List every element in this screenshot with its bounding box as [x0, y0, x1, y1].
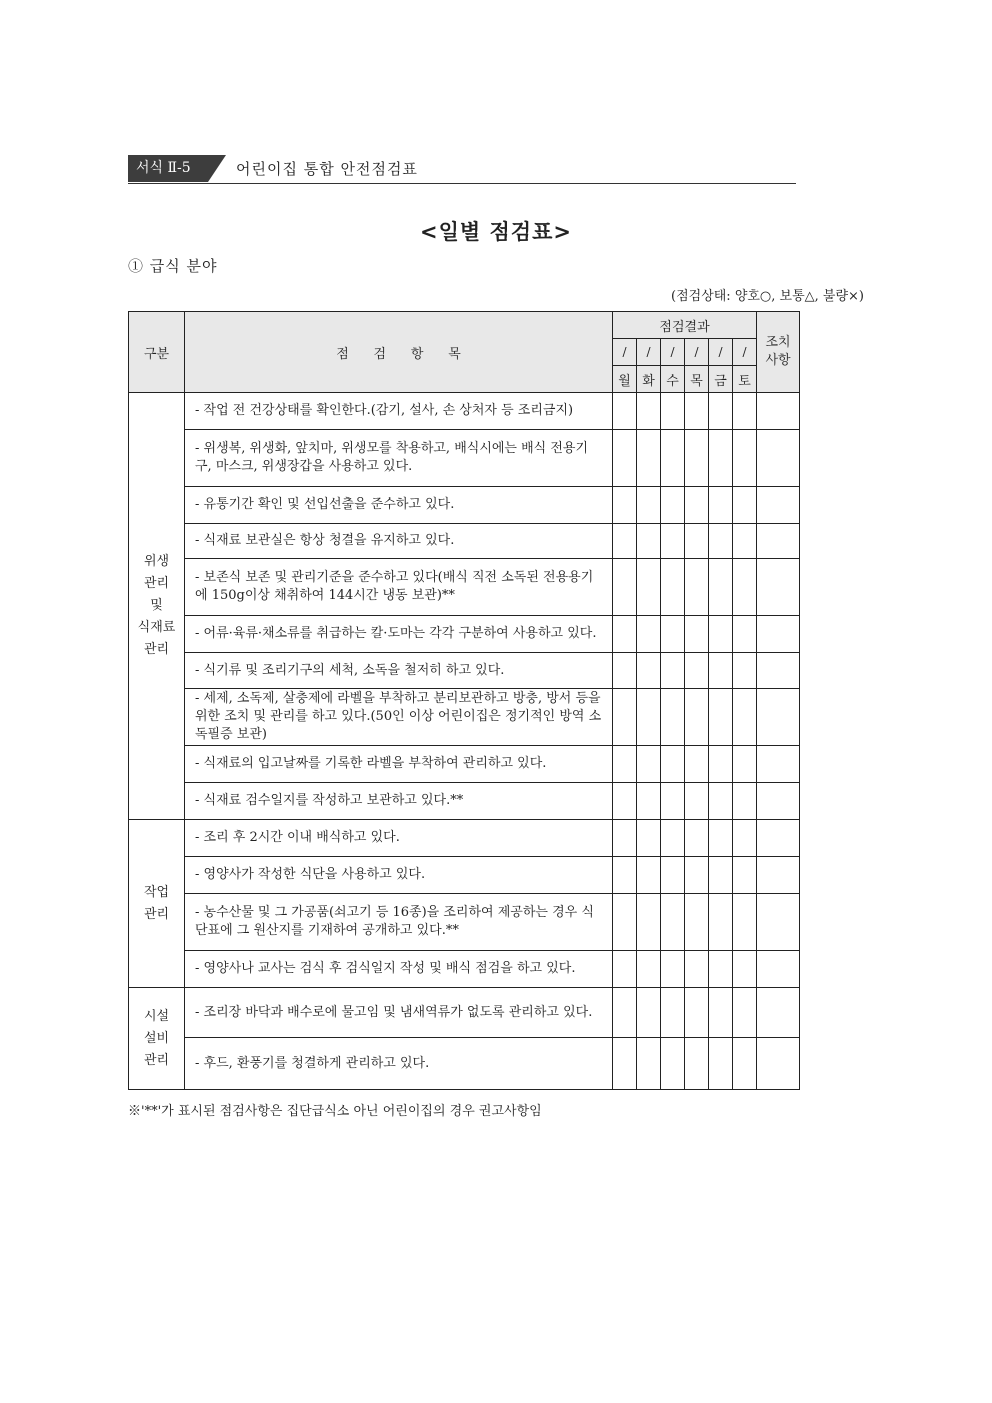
result-cell[interactable]	[733, 857, 757, 894]
result-cell[interactable]	[733, 746, 757, 783]
result-cell[interactable]	[709, 653, 733, 689]
result-cell[interactable]	[709, 487, 733, 524]
result-cell[interactable]	[613, 746, 637, 783]
table-row	[129, 559, 800, 616]
result-cell[interactable]	[709, 951, 733, 988]
result-cell[interactable]	[637, 1038, 661, 1090]
action-cell[interactable]	[757, 783, 800, 820]
result-cell[interactable]	[733, 653, 757, 689]
result-cell[interactable]	[661, 487, 685, 524]
result-cell[interactable]	[733, 988, 757, 1038]
action-cell[interactable]	[757, 820, 800, 857]
result-cell[interactable]	[685, 616, 709, 653]
action-cell[interactable]	[757, 393, 800, 430]
result-cell[interactable]	[637, 894, 661, 951]
result-cell[interactable]	[709, 894, 733, 951]
date-slash: /	[661, 339, 685, 366]
result-cell[interactable]	[685, 746, 709, 783]
result-cell[interactable]	[733, 894, 757, 951]
result-cell[interactable]	[637, 689, 661, 746]
category-hygiene: 위생 관리 및 식재료 관리	[129, 393, 185, 820]
result-cell[interactable]	[637, 783, 661, 820]
table-row	[129, 524, 800, 559]
inspection-table	[128, 311, 800, 1090]
action-cell[interactable]	[757, 524, 800, 559]
result-cell[interactable]	[685, 559, 709, 616]
result-cell[interactable]	[709, 689, 733, 746]
header-action: 조치 사항	[757, 312, 800, 393]
result-cell[interactable]	[685, 393, 709, 430]
result-cell[interactable]	[733, 559, 757, 616]
action-cell[interactable]	[757, 616, 800, 653]
table-row	[129, 988, 800, 1038]
result-cell[interactable]	[613, 783, 637, 820]
check-item: - 식재료 보관실은 항상 청결을 유지하고 있다.	[185, 524, 613, 559]
table-row	[129, 783, 800, 820]
result-cell[interactable]	[613, 430, 637, 487]
result-cell[interactable]	[661, 653, 685, 689]
result-cell[interactable]	[637, 857, 661, 894]
result-cell[interactable]	[685, 783, 709, 820]
check-item: - 식재료의 입고날짜를 기록한 라벨을 부착하여 관리하고 있다.	[185, 746, 613, 783]
check-item: - 영양사가 작성한 식단을 사용하고 있다.	[185, 857, 613, 894]
result-cell[interactable]	[661, 430, 685, 487]
table-row	[129, 951, 800, 988]
action-cell[interactable]	[757, 430, 800, 487]
form-title: 어린이집 통합 안전점검표	[236, 160, 418, 178]
action-cell[interactable]	[757, 951, 800, 988]
document-title: <일별 점검표>	[420, 220, 572, 244]
result-cell[interactable]	[685, 689, 709, 746]
check-item: - 농수산물 및 그 가공품(쇠고기 등 16종)을 조리하여 제공하는 경우 식단표에 그 원산지를 기재하여 공개하고 있다.**	[185, 894, 613, 951]
result-cell[interactable]	[613, 559, 637, 616]
check-item: - 작업 전 건강상태를 확인한다.(감기, 설사, 손 상처자 등 조리금지)	[185, 393, 613, 430]
check-item: - 세제, 소독제, 살충제에 라벨을 부착하고 분리보관하고 방충, 방서 등을 위한 조치 및 관리를 하고 있다.(50인 이상 어린이집은 정기적인 방역 소독필증 보관)	[185, 689, 613, 746]
section-title: ① 급식 분야	[128, 257, 218, 275]
result-cell[interactable]	[685, 820, 709, 857]
result-cell[interactable]	[733, 524, 757, 559]
check-item: - 유통기간 확인 및 선입선출을 준수하고 있다.	[185, 487, 613, 524]
result-cell[interactable]	[637, 524, 661, 559]
result-cell[interactable]	[661, 746, 685, 783]
result-cell[interactable]	[733, 430, 757, 487]
result-cell[interactable]	[661, 393, 685, 430]
category-facility: 시설 설비 관리	[129, 988, 185, 1090]
action-cell[interactable]	[757, 857, 800, 894]
day-tue: 화	[637, 366, 661, 393]
check-item: - 조리장 바닥과 배수로에 물고임 및 냄새역류가 없도록 관리하고 있다.	[185, 988, 613, 1038]
result-cell[interactable]	[733, 487, 757, 524]
table-row	[129, 653, 800, 689]
table-row	[129, 820, 800, 857]
table-row	[129, 487, 800, 524]
result-cell[interactable]	[637, 559, 661, 616]
result-cell[interactable]	[613, 616, 637, 653]
result-cell[interactable]	[637, 746, 661, 783]
result-cell[interactable]	[733, 393, 757, 430]
table-row	[129, 894, 800, 951]
date-slash: /	[709, 339, 733, 366]
result-cell[interactable]	[613, 393, 637, 430]
result-cell[interactable]	[613, 689, 637, 746]
result-cell[interactable]	[661, 951, 685, 988]
table-row	[129, 616, 800, 653]
result-cell[interactable]	[685, 487, 709, 524]
result-cell[interactable]	[661, 783, 685, 820]
result-cell[interactable]	[613, 1038, 637, 1090]
table-row	[129, 689, 800, 746]
check-item: - 후드, 환풍기를 청결하게 관리하고 있다.	[185, 1038, 613, 1090]
result-cell[interactable]	[709, 393, 733, 430]
result-cell[interactable]	[733, 783, 757, 820]
table-body	[129, 393, 800, 1090]
day-sat: 토	[733, 366, 757, 393]
check-item: - 식재료 검수일지를 작성하고 보관하고 있다.**	[185, 783, 613, 820]
result-cell[interactable]	[613, 653, 637, 689]
date-slash: /	[613, 339, 637, 366]
date-slash: /	[685, 339, 709, 366]
date-slash: /	[733, 339, 757, 366]
action-cell[interactable]	[757, 746, 800, 783]
result-cell[interactable]	[733, 616, 757, 653]
action-cell[interactable]	[757, 689, 800, 746]
result-cell[interactable]	[613, 820, 637, 857]
action-cell[interactable]	[757, 653, 800, 689]
result-cell[interactable]	[709, 783, 733, 820]
action-cell[interactable]	[757, 894, 800, 951]
result-cell[interactable]	[709, 857, 733, 894]
check-item: - 위생복, 위생화, 앞치마, 위생모를 착용하고, 배식시에는 배식 전용기구, 마스크, 위생장갑을 사용하고 있다.	[185, 430, 613, 487]
check-item: - 식기류 및 조리기구의 세척, 소독을 철저히 하고 있다.	[185, 653, 613, 689]
status-legend: (점검상태: 양호○, 보통△, 불량×)	[671, 289, 864, 304]
table-row	[129, 857, 800, 894]
result-cell[interactable]	[709, 616, 733, 653]
result-cell[interactable]	[709, 820, 733, 857]
result-cell[interactable]	[709, 524, 733, 559]
header-category: 구분	[129, 312, 185, 393]
result-cell[interactable]	[733, 820, 757, 857]
result-cell[interactable]	[661, 524, 685, 559]
result-cell[interactable]	[685, 988, 709, 1038]
result-cell[interactable]	[637, 988, 661, 1038]
header-item: 점 검 항 목	[185, 312, 613, 393]
header-result: 점검결과	[613, 312, 757, 339]
check-item: - 어류·육류·채소류를 취급하는 칼·도마는 각각 구분하여 사용하고 있다.	[185, 616, 613, 653]
result-cell[interactable]	[613, 951, 637, 988]
table-header	[129, 312, 800, 393]
result-cell[interactable]	[709, 988, 733, 1038]
result-cell[interactable]	[685, 1038, 709, 1090]
result-cell[interactable]	[709, 1038, 733, 1090]
day-fri: 금	[709, 366, 733, 393]
result-cell[interactable]	[685, 430, 709, 487]
result-cell[interactable]	[685, 653, 709, 689]
result-cell[interactable]	[613, 894, 637, 951]
action-cell[interactable]	[757, 988, 800, 1038]
result-cell[interactable]	[613, 857, 637, 894]
result-cell[interactable]	[661, 857, 685, 894]
day-wed: 수	[661, 366, 685, 393]
result-cell[interactable]	[661, 894, 685, 951]
table-row	[129, 746, 800, 783]
action-cell[interactable]	[757, 559, 800, 616]
result-cell[interactable]	[733, 1038, 757, 1090]
result-cell[interactable]	[637, 430, 661, 487]
result-cell[interactable]	[685, 524, 709, 559]
result-cell[interactable]	[661, 820, 685, 857]
result-cell[interactable]	[685, 857, 709, 894]
result-cell[interactable]	[661, 616, 685, 653]
result-cell[interactable]	[637, 393, 661, 430]
footnote: ※'**'가 표시된 점검사항은 집단급식소 아닌 어린이집의 경우 권고사항임	[128, 1104, 542, 1119]
check-item: - 조리 후 2시간 이내 배식하고 있다.	[185, 820, 613, 857]
result-cell[interactable]	[733, 951, 757, 988]
form-number-badge: 서식 Ⅱ-5	[128, 155, 208, 182]
result-cell[interactable]	[613, 524, 637, 559]
check-item: - 보존식 보존 및 관리기준을 준수하고 있다(배식 직전 소독된 전용용기에 150g이상 채취하여 144시간 냉동 보관)**	[185, 559, 613, 616]
result-cell[interactable]	[613, 487, 637, 524]
action-cell[interactable]	[757, 487, 800, 524]
result-cell[interactable]	[637, 820, 661, 857]
result-cell[interactable]	[661, 1038, 685, 1090]
form-badge-tail	[208, 155, 226, 182]
result-cell[interactable]	[709, 559, 733, 616]
result-cell[interactable]	[613, 988, 637, 1038]
form-header	[128, 155, 796, 184]
result-cell[interactable]	[709, 430, 733, 487]
result-cell[interactable]	[637, 487, 661, 524]
result-cell[interactable]	[637, 951, 661, 988]
day-mon: 월	[613, 366, 637, 393]
date-slash: /	[637, 339, 661, 366]
table-row	[129, 1038, 800, 1090]
result-cell[interactable]	[685, 894, 709, 951]
result-cell[interactable]	[709, 746, 733, 783]
action-cell[interactable]	[757, 1038, 800, 1090]
category-work: 작업 관리	[129, 820, 185, 988]
table-row	[129, 430, 800, 487]
check-item: - 영양사나 교사는 검식 후 검식일지 작성 및 배식 점검을 하고 있다.	[185, 951, 613, 988]
table-row	[129, 393, 800, 430]
result-cell[interactable]	[661, 559, 685, 616]
result-cell[interactable]	[685, 951, 709, 988]
result-cell[interactable]	[637, 616, 661, 653]
result-cell[interactable]	[661, 689, 685, 746]
result-cell[interactable]	[661, 988, 685, 1038]
day-thu: 목	[685, 366, 709, 393]
result-cell[interactable]	[733, 689, 757, 746]
result-cell[interactable]	[637, 653, 661, 689]
